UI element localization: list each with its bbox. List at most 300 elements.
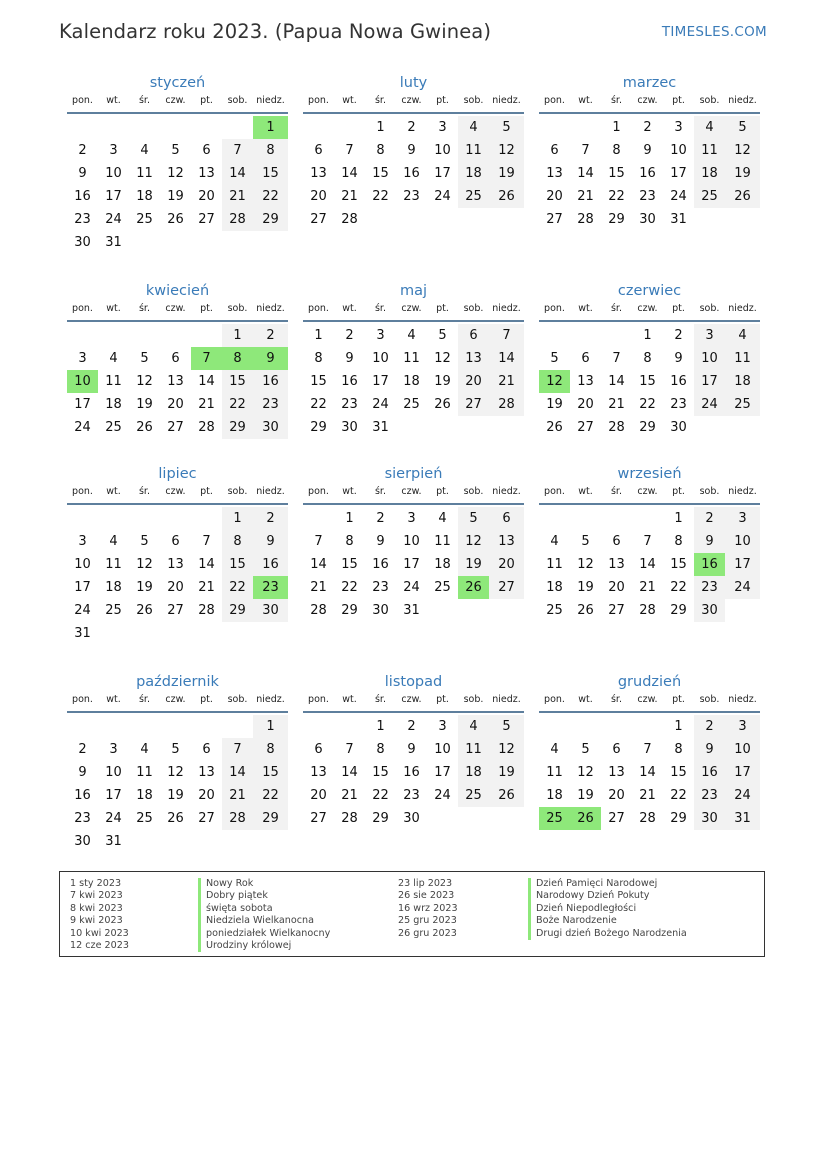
day-cell[interactable]: 9 [253,347,288,370]
day-cell[interactable]: 22 [222,576,253,599]
day-cell[interactable]: 11 [458,738,489,761]
day-cell[interactable]: 1 [345,511,354,526]
day-cell[interactable]: 30 [341,420,358,435]
day-cell[interactable]: 5 [550,351,559,366]
day-cell[interactable]: 21 [639,788,656,803]
day-cell[interactable]: 7 [643,742,652,757]
day-cell[interactable]: 29 [670,811,687,826]
day-cell[interactable]: 2 [694,507,725,530]
day-cell[interactable]: 6 [612,742,621,757]
day-cell[interactable]: 27 [458,393,489,416]
day-cell[interactable]: 4 [109,351,118,366]
day-cell[interactable]: 30 [694,807,725,830]
day-cell[interactable]: 22 [341,580,358,595]
day-cell[interactable]: 27 [310,212,327,227]
day-cell[interactable]: 18 [458,162,489,185]
day-cell[interactable]: 5 [171,143,180,158]
day-cell[interactable]: 16 [403,765,420,780]
day-cell[interactable]: 30 [74,834,91,849]
day-cell[interactable]: 21 [639,580,656,595]
day-cell[interactable]: 15 [253,162,288,185]
day-cell[interactable]: 4 [725,324,760,347]
day-cell[interactable]: 14 [639,557,656,572]
day-cell[interactable]: 4 [458,715,489,738]
day-cell[interactable]: 30 [639,212,656,227]
day-cell[interactable]: 23 [694,784,725,807]
day-cell[interactable]: 28 [489,393,524,416]
day-cell[interactable]: 25 [458,784,489,807]
day-cell[interactable]: 9 [407,742,416,757]
day-cell[interactable]: 28 [310,603,327,618]
day-cell[interactable]: 21 [341,788,358,803]
day-cell[interactable]: 28 [608,420,625,435]
day-cell[interactable]: 7 [345,742,354,757]
day-cell[interactable]: 7 [314,534,323,549]
day-cell[interactable]: 26 [136,420,153,435]
day-cell[interactable]: 7 [489,324,524,347]
day-cell[interactable]: 12 [539,370,570,393]
day-cell[interactable]: 25 [694,185,725,208]
day-cell[interactable]: 20 [310,189,327,204]
day-cell[interactable]: 14 [577,166,594,181]
day-cell[interactable]: 13 [198,166,215,181]
day-cell[interactable]: 26 [725,185,760,208]
day-cell[interactable]: 24 [403,580,420,595]
day-cell[interactable]: 18 [136,788,153,803]
day-cell[interactable]: 28 [222,807,253,830]
day-cell[interactable]: 29 [670,603,687,618]
day-cell[interactable]: 20 [458,370,489,393]
day-cell[interactable]: 29 [222,599,253,622]
day-cell[interactable]: 15 [670,557,687,572]
day-cell[interactable]: 29 [253,208,288,231]
day-cell[interactable]: 5 [438,328,447,343]
day-cell[interactable]: 16 [670,374,687,389]
day-cell[interactable]: 24 [434,788,451,803]
day-cell[interactable]: 30 [253,599,288,622]
day-cell[interactable]: 12 [136,374,153,389]
day-cell[interactable]: 22 [372,788,389,803]
day-cell[interactable]: 23 [341,397,358,412]
day-cell[interactable]: 2 [78,143,87,158]
day-cell[interactable]: 23 [372,580,389,595]
day-cell[interactable]: 12 [577,557,594,572]
day-cell[interactable]: 12 [434,351,451,366]
day-cell[interactable]: 15 [372,166,389,181]
day-cell[interactable]: 19 [489,162,524,185]
day-cell[interactable]: 18 [105,580,122,595]
day-cell[interactable]: 13 [310,765,327,780]
day-cell[interactable]: 29 [639,420,656,435]
day-cell[interactable]: 11 [694,139,725,162]
day-cell[interactable]: 9 [407,143,416,158]
day-cell[interactable]: 1 [612,120,621,135]
day-cell[interactable]: 25 [403,397,420,412]
day-cell[interactable]: 23 [253,576,288,599]
day-cell[interactable]: 7 [202,534,211,549]
day-cell[interactable]: 15 [222,553,253,576]
day-cell[interactable]: 20 [198,189,215,204]
day-cell[interactable]: 12 [458,530,489,553]
day-cell[interactable]: 8 [314,351,323,366]
day-cell[interactable]: 27 [489,576,524,599]
day-cell[interactable]: 29 [341,603,358,618]
day-cell[interactable]: 12 [167,166,184,181]
day-cell[interactable]: 16 [341,374,358,389]
day-cell[interactable]: 26 [489,784,524,807]
day-cell[interactable]: 14 [222,761,253,784]
day-cell[interactable]: 2 [345,328,354,343]
day-cell[interactable]: 15 [310,374,327,389]
day-cell[interactable]: 8 [643,351,652,366]
day-cell[interactable]: 13 [310,166,327,181]
day-cell[interactable]: 20 [577,397,594,412]
day-cell[interactable]: 7 [643,534,652,549]
day-cell[interactable]: 24 [725,784,760,807]
day-cell[interactable]: 1 [674,719,683,734]
day-cell[interactable]: 2 [694,715,725,738]
day-cell[interactable]: 27 [198,212,215,227]
day-cell[interactable]: 14 [489,347,524,370]
day-cell[interactable]: 22 [310,397,327,412]
day-cell[interactable]: 22 [608,189,625,204]
day-cell[interactable]: 14 [222,162,253,185]
day-cell[interactable]: 24 [105,811,122,826]
day-cell[interactable]: 19 [136,397,153,412]
day-cell[interactable]: 26 [167,811,184,826]
day-cell[interactable]: 11 [546,557,563,572]
day-cell[interactable]: 10 [74,557,91,572]
day-cell[interactable]: 28 [198,603,215,618]
day-cell[interactable]: 25 [458,185,489,208]
day-cell[interactable]: 20 [546,189,563,204]
day-cell[interactable]: 16 [694,761,725,784]
day-cell[interactable]: 20 [167,397,184,412]
day-cell[interactable]: 28 [639,811,656,826]
day-cell[interactable]: 6 [489,507,524,530]
day-cell[interactable]: 2 [674,328,683,343]
day-cell[interactable]: 21 [310,580,327,595]
day-cell[interactable]: 19 [546,397,563,412]
day-cell[interactable]: 22 [670,788,687,803]
day-cell[interactable]: 12 [489,738,524,761]
day-cell[interactable]: 11 [434,534,451,549]
day-cell[interactable]: 4 [438,511,447,526]
day-cell[interactable]: 9 [345,351,354,366]
day-cell[interactable]: 10 [670,143,687,158]
day-cell[interactable]: 3 [438,120,447,135]
day-cell[interactable]: 23 [253,393,288,416]
day-cell[interactable]: 21 [341,189,358,204]
day-cell[interactable]: 16 [74,788,91,803]
day-cell[interactable]: 13 [458,347,489,370]
day-cell[interactable]: 9 [376,534,385,549]
day-cell[interactable]: 20 [489,553,524,576]
day-cell[interactable]: 26 [167,212,184,227]
day-cell[interactable]: 2 [407,120,416,135]
day-cell[interactable]: 6 [581,351,590,366]
day-cell[interactable]: 10 [434,742,451,757]
day-cell[interactable]: 16 [372,557,389,572]
day-cell[interactable]: 19 [725,162,760,185]
day-cell[interactable]: 22 [639,397,656,412]
day-cell[interactable]: 1 [222,324,253,347]
day-cell[interactable]: 4 [550,534,559,549]
day-cell[interactable]: 10 [105,166,122,181]
day-cell[interactable]: 13 [608,557,625,572]
day-cell[interactable]: 12 [167,765,184,780]
day-cell[interactable]: 5 [458,507,489,530]
day-cell[interactable]: 31 [403,603,420,618]
day-cell[interactable]: 17 [372,374,389,389]
day-cell[interactable]: 27 [546,212,563,227]
day-cell[interactable]: 24 [694,393,725,416]
day-cell[interactable]: 3 [725,507,760,530]
day-cell[interactable]: 14 [639,765,656,780]
site-link[interactable]: TIMESLES.COM [661,24,767,40]
day-cell[interactable]: 2 [253,507,288,530]
day-cell[interactable]: 28 [577,212,594,227]
day-cell[interactable]: 16 [253,370,288,393]
day-cell[interactable]: 6 [612,534,621,549]
day-cell[interactable]: 18 [546,580,563,595]
day-cell[interactable]: 6 [202,143,211,158]
day-cell[interactable]: 22 [670,580,687,595]
day-cell[interactable]: 5 [489,116,524,139]
day-cell[interactable]: 26 [546,420,563,435]
day-cell[interactable]: 31 [372,420,389,435]
day-cell[interactable]: 12 [577,765,594,780]
day-cell[interactable]: 8 [253,139,288,162]
day-cell[interactable]: 2 [643,120,652,135]
day-cell[interactable]: 28 [222,208,253,231]
day-cell[interactable]: 31 [670,212,687,227]
day-cell[interactable]: 6 [171,534,180,549]
day-cell[interactable]: 6 [314,143,323,158]
day-cell[interactable]: 3 [376,328,385,343]
day-cell[interactable]: 14 [608,374,625,389]
day-cell[interactable]: 6 [550,143,559,158]
day-cell[interactable]: 11 [725,347,760,370]
day-cell[interactable]: 15 [253,761,288,784]
day-cell[interactable]: 17 [434,765,451,780]
day-cell[interactable]: 7 [222,738,253,761]
day-cell[interactable]: 4 [407,328,416,343]
day-cell[interactable]: 11 [105,374,122,389]
day-cell[interactable]: 30 [403,811,420,826]
day-cell[interactable]: 10 [67,370,98,393]
day-cell[interactable]: 18 [694,162,725,185]
day-cell[interactable]: 21 [198,397,215,412]
day-cell[interactable]: 6 [314,742,323,757]
day-cell[interactable]: 27 [310,811,327,826]
day-cell[interactable]: 1 [314,328,323,343]
day-cell[interactable]: 10 [434,143,451,158]
day-cell[interactable]: 25 [725,393,760,416]
day-cell[interactable]: 15 [222,370,253,393]
day-cell[interactable]: 9 [694,738,725,761]
day-cell[interactable]: 30 [372,603,389,618]
day-cell[interactable]: 24 [74,603,91,618]
day-cell[interactable]: 24 [670,189,687,204]
day-cell[interactable]: 16 [403,166,420,181]
day-cell[interactable]: 22 [222,393,253,416]
day-cell[interactable]: 23 [74,811,91,826]
day-cell[interactable]: 3 [109,143,118,158]
day-cell[interactable]: 12 [489,139,524,162]
day-cell[interactable]: 23 [639,189,656,204]
day-cell[interactable]: 20 [608,580,625,595]
day-cell[interactable]: 11 [105,557,122,572]
day-cell[interactable]: 30 [694,599,725,622]
day-cell[interactable]: 15 [670,765,687,780]
day-cell[interactable]: 24 [372,397,389,412]
day-cell[interactable]: 2 [376,511,385,526]
day-cell[interactable]: 19 [577,580,594,595]
day-cell[interactable]: 8 [253,738,288,761]
day-cell[interactable]: 24 [434,189,451,204]
day-cell[interactable]: 7 [222,139,253,162]
day-cell[interactable]: 14 [198,374,215,389]
day-cell[interactable]: 23 [74,212,91,227]
day-cell[interactable]: 3 [78,351,87,366]
day-cell[interactable]: 16 [253,553,288,576]
day-cell[interactable]: 22 [253,784,288,807]
day-cell[interactable]: 5 [140,351,149,366]
day-cell[interactable]: 23 [403,788,420,803]
day-cell[interactable]: 26 [136,603,153,618]
day-cell[interactable]: 13 [546,166,563,181]
day-cell[interactable]: 19 [136,580,153,595]
day-cell[interactable]: 5 [171,742,180,757]
day-cell[interactable]: 8 [345,534,354,549]
day-cell[interactable]: 3 [78,534,87,549]
day-cell[interactable]: 1 [376,120,385,135]
day-cell[interactable]: 26 [577,603,594,618]
day-cell[interactable]: 15 [608,166,625,181]
day-cell[interactable]: 14 [310,557,327,572]
day-cell[interactable]: 17 [434,166,451,181]
day-cell[interactable]: 26 [434,397,451,412]
day-cell[interactable]: 17 [74,397,91,412]
day-cell[interactable]: 5 [581,742,590,757]
day-cell[interactable]: 1 [674,511,683,526]
day-cell[interactable]: 12 [136,557,153,572]
day-cell[interactable]: 23 [403,189,420,204]
day-cell[interactable]: 5 [725,116,760,139]
day-cell[interactable]: 22 [253,185,288,208]
day-cell[interactable]: 31 [725,807,760,830]
day-cell[interactable]: 21 [608,397,625,412]
day-cell[interactable]: 29 [253,807,288,830]
day-cell[interactable]: 22 [372,189,389,204]
day-cell[interactable]: 29 [222,416,253,439]
day-cell[interactable]: 13 [198,765,215,780]
day-cell[interactable]: 17 [74,580,91,595]
day-cell[interactable]: 17 [725,553,760,576]
day-cell[interactable]: 18 [725,370,760,393]
day-cell[interactable]: 18 [403,374,420,389]
day-cell[interactable]: 10 [105,765,122,780]
day-cell[interactable]: 18 [136,189,153,204]
day-cell[interactable]: 6 [171,351,180,366]
day-cell[interactable]: 8 [222,530,253,553]
day-cell[interactable]: 27 [608,603,625,618]
day-cell[interactable]: 10 [403,534,420,549]
day-cell[interactable]: 5 [489,715,524,738]
day-cell[interactable]: 1 [253,116,288,139]
day-cell[interactable]: 26 [570,807,601,830]
day-cell[interactable]: 25 [546,603,563,618]
day-cell[interactable]: 3 [674,120,683,135]
day-cell[interactable]: 13 [167,557,184,572]
day-cell[interactable]: 31 [105,235,122,250]
day-cell[interactable]: 19 [167,189,184,204]
day-cell[interactable]: 18 [105,397,122,412]
day-cell[interactable]: 8 [376,742,385,757]
day-cell[interactable]: 4 [550,742,559,757]
day-cell[interactable]: 29 [608,212,625,227]
day-cell[interactable]: 6 [458,324,489,347]
day-cell[interactable]: 30 [74,235,91,250]
day-cell[interactable]: 19 [167,788,184,803]
day-cell[interactable]: 31 [74,626,91,641]
day-cell[interactable]: 25 [136,212,153,227]
day-cell[interactable]: 17 [725,761,760,784]
day-cell[interactable]: 18 [546,788,563,803]
day-cell[interactable]: 16 [74,189,91,204]
day-cell[interactable]: 19 [458,553,489,576]
day-cell[interactable]: 21 [222,784,253,807]
day-cell[interactable]: 3 [725,715,760,738]
day-cell[interactable]: 21 [489,370,524,393]
day-cell[interactable]: 28 [341,212,358,227]
day-cell[interactable]: 4 [140,742,149,757]
day-cell[interactable]: 18 [458,761,489,784]
day-cell[interactable]: 19 [434,374,451,389]
day-cell[interactable]: 17 [105,189,122,204]
day-cell[interactable]: 3 [407,511,416,526]
day-cell[interactable]: 11 [546,765,563,780]
day-cell[interactable]: 27 [608,811,625,826]
day-cell[interactable]: 28 [341,811,358,826]
day-cell[interactable]: 3 [438,719,447,734]
day-cell[interactable]: 21 [577,189,594,204]
day-cell[interactable]: 15 [372,765,389,780]
day-cell[interactable]: 3 [109,742,118,757]
day-cell[interactable]: 16 [639,166,656,181]
day-cell[interactable]: 11 [136,765,153,780]
day-cell[interactable]: 10 [725,738,760,761]
day-cell[interactable]: 20 [310,788,327,803]
day-cell[interactable]: 30 [670,420,687,435]
day-cell[interactable]: 8 [222,347,253,370]
day-cell[interactable]: 17 [694,370,725,393]
day-cell[interactable]: 10 [372,351,389,366]
day-cell[interactable]: 7 [191,347,222,370]
day-cell[interactable]: 3 [694,324,725,347]
day-cell[interactable]: 23 [670,397,687,412]
day-cell[interactable]: 4 [458,116,489,139]
day-cell[interactable]: 8 [674,534,683,549]
day-cell[interactable]: 8 [674,742,683,757]
day-cell[interactable]: 17 [105,788,122,803]
day-cell[interactable]: 31 [105,834,122,849]
day-cell[interactable]: 1 [376,719,385,734]
day-cell[interactable]: 9 [78,765,87,780]
day-cell[interactable]: 9 [694,530,725,553]
day-cell[interactable]: 24 [105,212,122,227]
